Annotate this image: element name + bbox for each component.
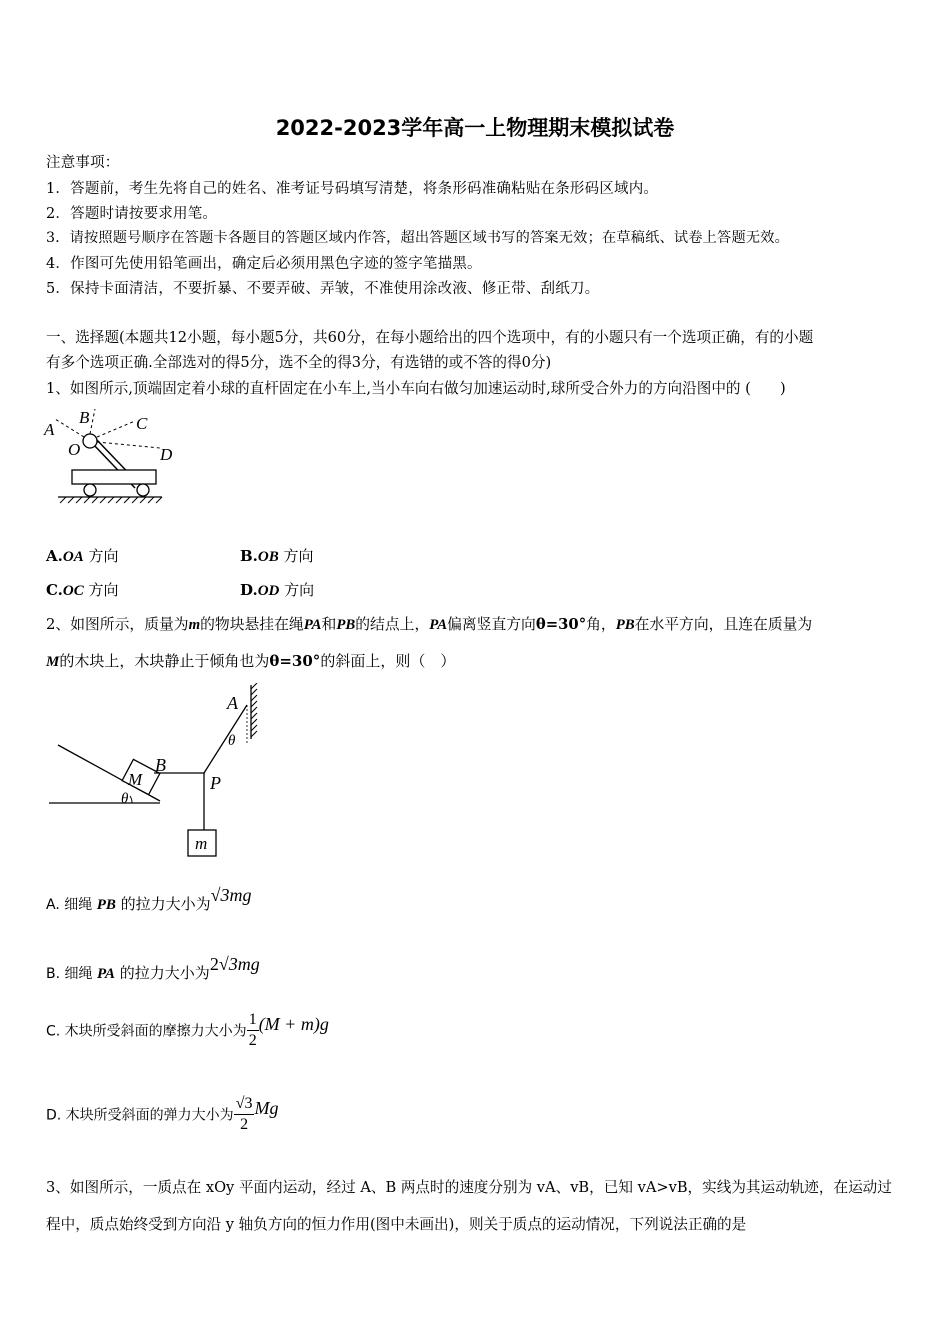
q1-label-a: A xyxy=(44,420,55,439)
q2-option-b[interactable]: B. 细绳 PA 的拉力大小为2√3mg xyxy=(46,954,260,982)
q1-option-b-var: OB xyxy=(257,549,279,565)
q2-label-m-weight: m xyxy=(195,834,208,853)
q2-stem-line2: M的木块上，木块静止于倾角也为θ=30°的斜面上，则（ ） xyxy=(46,652,456,670)
q1-figure xyxy=(40,403,190,513)
q1-label-d: D xyxy=(160,445,173,464)
section-heading-line2: 有多个选项正确.全部选对的得5分，选不全的得3分，有选错的或不答的得0分) xyxy=(46,354,552,371)
notice-item-2: 2．答题时请按要求用笔。 xyxy=(46,206,218,222)
notice-item-3: 3．请按照题号顺序在答题卡各题目的答题区域内作答，超出答题区域书写的答案无效；在草稿纸、试卷上答题无效。 xyxy=(46,230,789,246)
q1-option-d-var: OD xyxy=(257,583,280,599)
q1-option-d-letter: D. xyxy=(240,581,258,599)
q2-option-a[interactable]: A. 细绳 PB 的拉力大小为√3mg xyxy=(46,885,252,913)
q2-label-theta-incline: θ xyxy=(121,791,129,807)
q1-option-a-text: 方向 xyxy=(83,547,119,565)
q1-option-c-letter: C. xyxy=(46,581,63,599)
q1-label-c: C xyxy=(136,414,148,433)
q1-label-o: O xyxy=(68,440,81,459)
notice-heading: 注意事项： xyxy=(46,155,120,171)
section-heading-line1: 一、选择题(本题共12小题，每小题5分，共60分，在每小题给出的四个选项中，有的小题只有一个选项正确，有的小题 xyxy=(46,329,814,346)
q1-option-c-var: OC xyxy=(62,583,84,599)
notice-item-1: 1．答题前，考生先将自己的姓名、准考证号码填写清楚，将条形码准确粘贴在条形码区域内。 xyxy=(46,181,659,197)
q3-stem-line1: 3、如图所示，一质点在 xOy 平面内运动，经过 A、B 两点时的速度分别为 vA、vB，已知 vA>vB，实线为其运动轨迹，在运动过 xyxy=(46,1179,892,1196)
notice-item-4: 4．作图可先使用铅笔画出，确定后必须用黑色字迹的签字笔描黑。 xyxy=(46,256,482,272)
q2-label-p: P xyxy=(210,773,221,793)
q2-label-b: B xyxy=(155,755,166,775)
q1-stem: 1、如图所示,顶端固定着小球的直杆固定在小车上,当小车向右做匀加速运动时,球所受合外力的方向沿图中的 ( ) xyxy=(46,380,786,397)
q2-label-theta-top: θ xyxy=(228,733,236,749)
page-title: 2022-2023学年高一上物理期末模拟试卷 xyxy=(275,116,675,140)
q1-option-b-text: 方向 xyxy=(278,547,314,565)
notice-item-5: 5．保持卡面清洁，不要折暴、不要弄破、弄皱，不准使用涂改液、修正带、刮纸刀。 xyxy=(46,281,600,297)
q1-option-a-var: OA xyxy=(62,549,84,565)
q1-option-a-letter: A. xyxy=(46,547,63,565)
q1-option-c[interactable] xyxy=(46,579,119,600)
q2-option-d[interactable]: D. 木块所受斜面的弹力大小为 $\frac{√3}{2}$ Mg xyxy=(46,1095,279,1133)
q2-option-c[interactable]: C. 木块所受斜面的摩擦力大小为 $\frac{1}{2}$ (M + m)g xyxy=(46,1011,329,1049)
q2-label-a: A xyxy=(227,693,238,713)
q1-option-a[interactable] xyxy=(46,545,119,566)
q2-stem-line1: 2、如图所示，质量为m的物块悬挂在绳PA和PB的结点上，PA偏离竖直方向θ=30°角，PB在水平方向，且连在质量为 xyxy=(46,616,813,633)
q1-option-b[interactable] xyxy=(240,545,314,566)
q2-label-m-block: M xyxy=(128,770,143,789)
q1-option-b-letter: B. xyxy=(240,547,258,565)
q3-stem-line2: 程中，质点始终受到方向沿 y 轴负方向的恒力作用(图中未画出)，则关于质点的运动情况，下列说法正确的是 xyxy=(46,1216,747,1233)
q1-label-b: B xyxy=(79,408,90,427)
q1-option-c-text: 方向 xyxy=(83,581,119,599)
q1-option-d[interactable] xyxy=(240,579,314,600)
q2-figure xyxy=(44,683,264,861)
q1-option-d-text: 方向 xyxy=(279,581,315,599)
